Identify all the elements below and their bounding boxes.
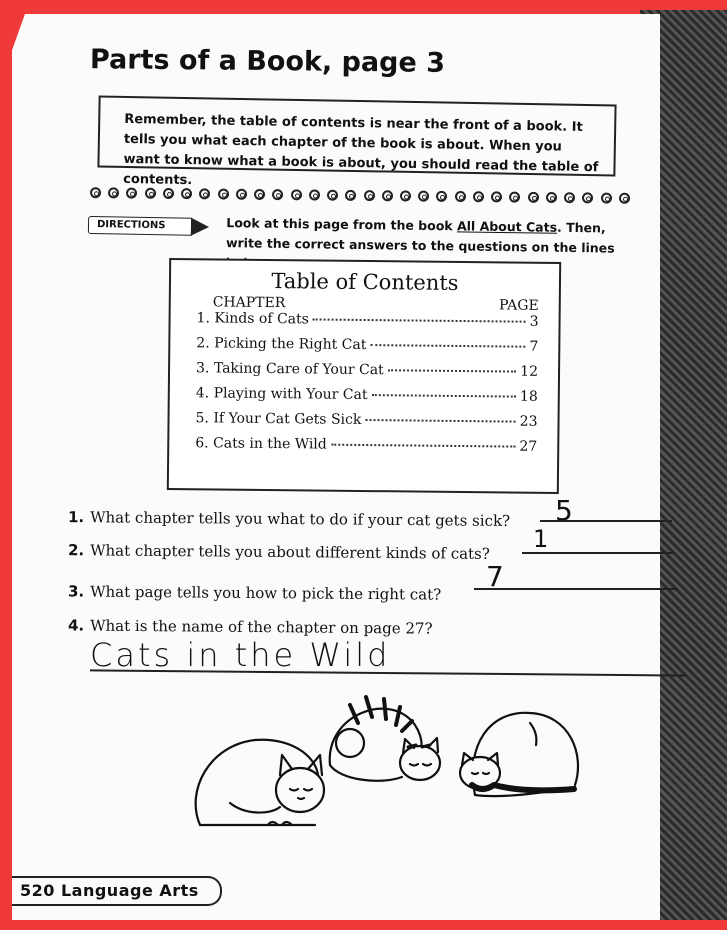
toc-row: 6. Cats in the Wild 27 bbox=[195, 435, 538, 455]
question-4: 4. What is the name of the chapter on page 27? bbox=[67, 616, 433, 638]
directions-tag-label: DIRECTIONS bbox=[88, 216, 192, 236]
page-title: Parts of a Book, page 3 bbox=[89, 44, 446, 79]
directions-pencil-tag bbox=[88, 216, 212, 236]
book-title: All About Cats bbox=[456, 218, 558, 235]
question-3: 3. What page tells you how to pick the right cat? bbox=[67, 582, 442, 604]
toc-title: Table of Contents bbox=[271, 269, 459, 295]
answer-line-3[interactable] bbox=[474, 588, 678, 590]
answer-2: 1 bbox=[533, 525, 549, 553]
toc-page-header: PAGE bbox=[499, 297, 539, 314]
question-1: 1. What chapter tells you what to do if your cat gets sick? bbox=[67, 508, 511, 530]
answer-4: Cats in the Wild bbox=[90, 636, 391, 674]
toc-row: 1. Kinds of Cats 3 bbox=[196, 310, 539, 330]
reminder-text: Remember, the table of contents is near the front of a book. It tells you what each chapter of the book is about. When you want to know what a book is about, you should read the table of contents. bbox=[123, 111, 599, 189]
directions-text: Look at this page from the book All About Cats. Then, write the correct answers to the questions on the lines bbox=[225, 215, 615, 256]
toc-row: 5. If Your Cat Gets Sick 23 bbox=[195, 410, 538, 430]
toc-row: 2. Picking the Right Cat 7 bbox=[196, 335, 539, 355]
toc-row: 3. Taking Care of Your Cat 12 bbox=[195, 360, 539, 380]
answer-3: 7 bbox=[486, 560, 504, 593]
toc-chapter-header: CHAPTER bbox=[212, 294, 286, 312]
table-of-contents bbox=[167, 258, 561, 494]
pencil-tip-icon bbox=[191, 218, 209, 236]
reminder-box bbox=[97, 95, 616, 189]
toc-row: 4. Playing with Your Cat 18 bbox=[195, 385, 538, 405]
question-2: 2. What chapter tells you about different kinds of cats? bbox=[67, 541, 490, 563]
page-footer-label: 520 Language Arts bbox=[12, 876, 222, 906]
answer-1: 5 bbox=[555, 494, 573, 527]
sleeping-cats-illustration bbox=[190, 685, 590, 835]
